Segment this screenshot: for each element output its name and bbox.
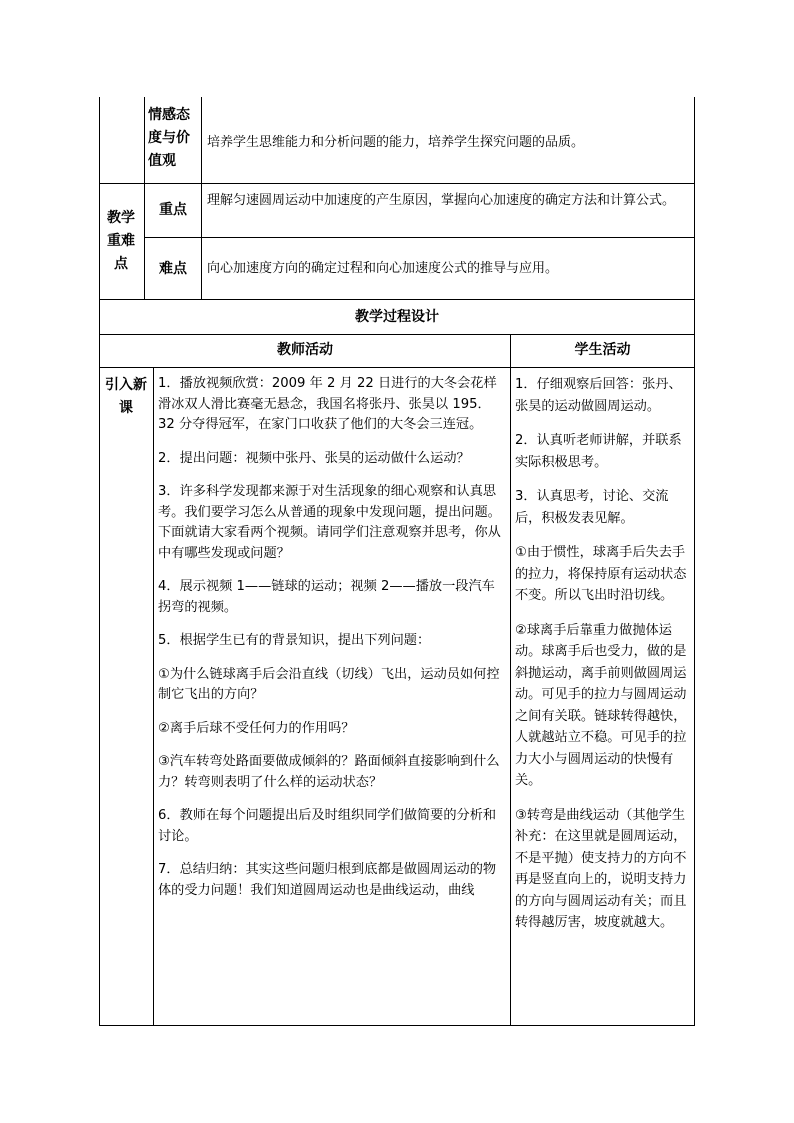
teacher-item: 1．播放视频欣赏：2009 年 2 月 22 日进行的大冬会花样滑冰双人滑比赛毫无悬念，我国名将张丹、张昊以 195．32 分夺得冠军，在家门口收获了他们的大冬会三连冠。 (158, 376, 497, 432)
teacher-item: 4．展示视频 1——链球的运动；视频 2——播放一段汽车拐弯的视频。 (158, 579, 495, 615)
teacher-item: 3．许多科学发现都来源于对生活现象的细心观察和认真思考。我们要学习怎么从普通的现象中发现问题，提出问题。下面就请大家看两个视频。请同学们注意观察并思考，你从中有哪些发现或问题？ (158, 484, 501, 561)
table-divider (99, 183, 695, 184)
table-divider (510, 334, 511, 1026)
section-label-intro: 引入新课 (105, 377, 147, 416)
table-divider (99, 334, 695, 335)
table-divider (144, 237, 695, 238)
teacher-item: 2．提出问题：视频中张丹、张昊的运动做什么运动？ (158, 450, 470, 466)
table-divider (153, 367, 154, 1026)
key-point-text: 理解匀速圆周运动中加速度的产生原因，掌握向心加速度的确定方法和计算公式。 (207, 193, 676, 208)
key-point-label: 重点 (159, 202, 187, 218)
process-title: 教学过程设计 (355, 309, 439, 325)
table-divider (99, 299, 695, 300)
student-item: 3．认真思考，讨论、交流后，积极发表见解。 (515, 489, 669, 526)
objectives-row-label: 情感态度与价值观 (148, 107, 190, 169)
teacher-item: 6．教师在每个问题提出后及时组织同学们做简要的分析和讨论。 (158, 808, 497, 844)
objectives-content: 培养学生思维能力和分析问题的能力，培养学生探究问题的品质。 (207, 135, 585, 150)
table-divider (99, 367, 695, 368)
student-activity-header: 学生活动 (574, 342, 631, 358)
student-item: ②球离手后靠重力做抛体运动。球离手后也受力，做的是斜抛运动，离手前则做圆周运动。可见手的拉力与圆周运动之间有关联。链球转得越快，人就越站立不稳。可见手的拉力大小与圆周运动的快慢有关。 (515, 622, 687, 788)
table-border-left (99, 97, 100, 1026)
key-difficult-group-label: 教学重难点 (107, 210, 135, 272)
teacher-item: 5．根据学生已有的背景知识，提出下列问题： (158, 633, 431, 648)
teacher-item: ①为什么链球离手后会沿直线（切线）飞出，运动员如何控制它飞出的方向？ (158, 666, 500, 702)
student-item: ①由于惯性，球离手后失去手的拉力，将保持原有运动状态不变。所以飞出时沿切线。 (515, 545, 687, 603)
difficult-point-label: 难点 (159, 261, 187, 277)
student-item: 2．认真听老师讲解，并联系实际积极思考。 (515, 433, 682, 470)
teacher-item: ②离手后球不受任何力的作用吗？ (158, 720, 355, 736)
teacher-activity-content (158, 374, 506, 901)
teacher-item: 7．总结归纳：其实这些问题归根到底都是做圆周运动的物体的受力问题！我们知道圆周运动也是曲线运动，曲线 (158, 862, 497, 898)
table-divider (144, 97, 145, 299)
teacher-activity-header: 教师活动 (277, 342, 333, 358)
student-activity-content (515, 374, 689, 934)
table-divider (201, 97, 202, 299)
student-item: 1．仔细观察后回答：张丹、张昊的运动做圆周运动。 (515, 377, 682, 414)
teacher-item: ③汽车转弯处路面要做成倾斜的？路面倾斜直接影响到什么力？转弯则表明了什么样的运动状态？ (158, 754, 500, 790)
difficult-point-text: 向心加速度方向的确定过程和向心加速度公式的推导与应用。 (207, 261, 559, 276)
table-border-bottom (99, 1025, 695, 1026)
student-item: ③转弯是曲线运动（其他学生补充：在这里就是圆周运动，不是平抛）使支持力的方向不再是竖直向上的，说明支持力的方向与圆周运动有关；而且转得越厉害，坡度就越大。 (515, 807, 687, 930)
